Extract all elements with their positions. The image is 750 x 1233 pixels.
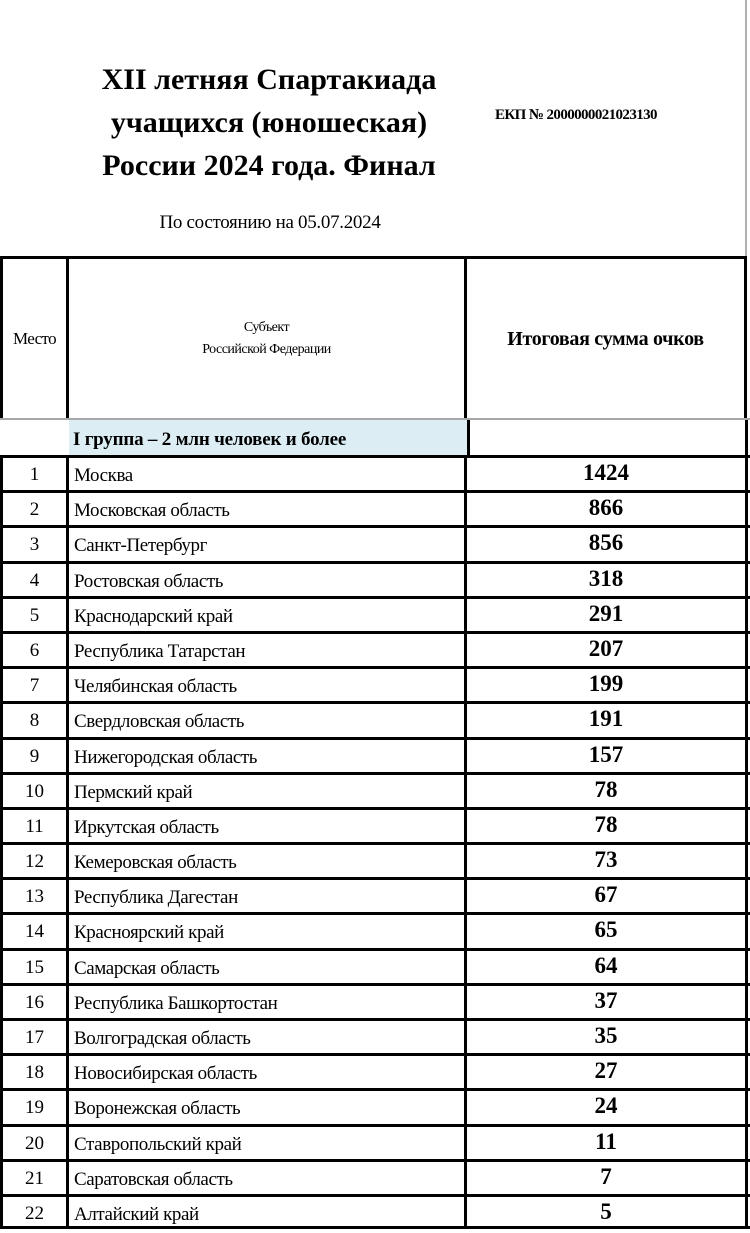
header-subject-line1: Субъект xyxy=(243,320,290,335)
title-line-2: учащихся (юношеская) xyxy=(110,106,428,139)
place-cell: 17 xyxy=(0,1021,69,1053)
score-cell: 318 xyxy=(467,564,748,596)
header-subject-line2: Российской Федерации xyxy=(202,342,331,357)
table-row xyxy=(0,842,750,877)
title-line-3: России 2024 года. Финал xyxy=(102,149,436,182)
group-label: I группа – 2 млн человек и более xyxy=(69,420,467,455)
subject-cell: Алтайский край xyxy=(69,1197,467,1226)
score-cell: 191 xyxy=(467,704,748,736)
score-cell: 73 xyxy=(467,845,748,877)
score-cell: 24 xyxy=(467,1091,748,1123)
ekp-number: ЕКП № 2000000021023130 xyxy=(495,107,657,123)
place-cell: 10 xyxy=(0,775,69,807)
score-cell: 866 xyxy=(467,493,748,525)
subject-cell: Краснодарский край xyxy=(69,599,467,631)
score-cell: 1424 xyxy=(467,458,748,490)
subject-cell: Санкт-Петербург xyxy=(69,528,467,560)
place-cell: 6 xyxy=(0,634,69,666)
table-row xyxy=(0,912,750,947)
subject-cell: Республика Татарстан xyxy=(69,634,467,666)
header-subject xyxy=(69,256,467,419)
place-cell: 22 xyxy=(0,1197,69,1226)
status-date: По состоянию на 05.07.2024 xyxy=(159,212,381,233)
subject-cell: Республика Башкортостан xyxy=(69,986,467,1018)
table-row xyxy=(0,1018,750,1053)
place-cell: 21 xyxy=(0,1162,69,1194)
table-row xyxy=(0,1053,750,1088)
place-cell: 5 xyxy=(0,599,69,631)
place-cell: 20 xyxy=(0,1127,69,1159)
subject-cell: Пермский край xyxy=(69,775,467,807)
place-cell: 14 xyxy=(0,915,69,947)
score-cell: 207 xyxy=(467,634,748,666)
subject-cell: Волгоградская область xyxy=(69,1021,467,1053)
place-cell: 19 xyxy=(0,1091,69,1123)
place-cell: 1 xyxy=(0,458,69,490)
title-line-1: XII летняя Спартакиада xyxy=(101,63,437,96)
place-cell: 13 xyxy=(0,880,69,912)
header-place xyxy=(0,256,69,419)
table-row xyxy=(0,1194,750,1229)
subject-cell: Московская область xyxy=(69,493,467,525)
place-cell: 4 xyxy=(0,564,69,596)
score-cell: 67 xyxy=(467,880,748,912)
place-cell: 2 xyxy=(0,493,69,525)
score-cell: 157 xyxy=(467,740,748,772)
subject-cell: Нижегородская область xyxy=(69,740,467,772)
score-cell: 65 xyxy=(467,915,748,947)
subject-cell: Москва xyxy=(69,458,467,490)
subject-cell: Иркутская область xyxy=(69,810,467,842)
score-cell: 37 xyxy=(467,986,748,1018)
score-cell: 199 xyxy=(467,669,748,701)
score-cell: 78 xyxy=(467,810,748,842)
table-row xyxy=(0,490,750,525)
table-row xyxy=(0,737,750,772)
score-cell: 291 xyxy=(467,599,748,631)
table-row xyxy=(0,807,750,842)
place-cell: 11 xyxy=(0,810,69,842)
score-cell: 78 xyxy=(467,775,748,807)
subject-cell: Ставропольский край xyxy=(69,1127,467,1159)
place-cell: 15 xyxy=(0,951,69,983)
place-cell: 3 xyxy=(0,528,69,560)
score-cell: 11 xyxy=(467,1127,748,1159)
page-edge-line xyxy=(745,0,747,256)
table-row xyxy=(0,772,750,807)
place-cell: 16 xyxy=(0,986,69,1018)
subject-cell: Свердловская область xyxy=(69,704,467,736)
table-row xyxy=(0,701,750,736)
header-place-label: Место xyxy=(12,329,57,348)
table-row xyxy=(0,1159,750,1194)
group-separator xyxy=(467,420,470,455)
subject-cell: Челябинская область xyxy=(69,669,467,701)
score-cell: 5 xyxy=(467,1197,748,1226)
subject-cell: Ростовская область xyxy=(69,564,467,596)
table-row xyxy=(0,983,750,1018)
table-row xyxy=(0,1088,750,1123)
table-row xyxy=(0,1124,750,1159)
score-cell: 856 xyxy=(467,528,748,560)
header-score-label: Итоговая сумма очков xyxy=(507,327,704,350)
document-title xyxy=(60,58,478,187)
table-row xyxy=(0,455,750,490)
subject-cell: Воронежская область xyxy=(69,1091,467,1123)
score-cell: 27 xyxy=(467,1056,748,1088)
group-right-border xyxy=(745,420,748,455)
score-cell: 7 xyxy=(467,1162,748,1194)
table-row xyxy=(0,596,750,631)
subject-cell: Новосибирская область xyxy=(69,1056,467,1088)
subject-cell: Самарская область xyxy=(69,951,467,983)
subject-cell: Красноярский край xyxy=(69,915,467,947)
header-score xyxy=(467,256,747,419)
table-row xyxy=(0,948,750,983)
subject-cell: Саратовская область xyxy=(69,1162,467,1194)
place-cell: 9 xyxy=(0,740,69,772)
table-row xyxy=(0,561,750,596)
table-row xyxy=(0,631,750,666)
results-table xyxy=(0,455,750,1229)
table-row xyxy=(0,666,750,701)
place-cell: 18 xyxy=(0,1056,69,1088)
subject-cell: Кемеровская область xyxy=(69,845,467,877)
table-row xyxy=(0,525,750,560)
place-cell: 7 xyxy=(0,669,69,701)
group-row xyxy=(0,420,750,455)
score-cell: 35 xyxy=(467,1021,748,1053)
place-cell: 8 xyxy=(0,704,69,736)
subject-cell: Республика Дагестан xyxy=(69,880,467,912)
table-row xyxy=(0,877,750,912)
score-cell: 64 xyxy=(467,951,748,983)
place-cell: 12 xyxy=(0,845,69,877)
